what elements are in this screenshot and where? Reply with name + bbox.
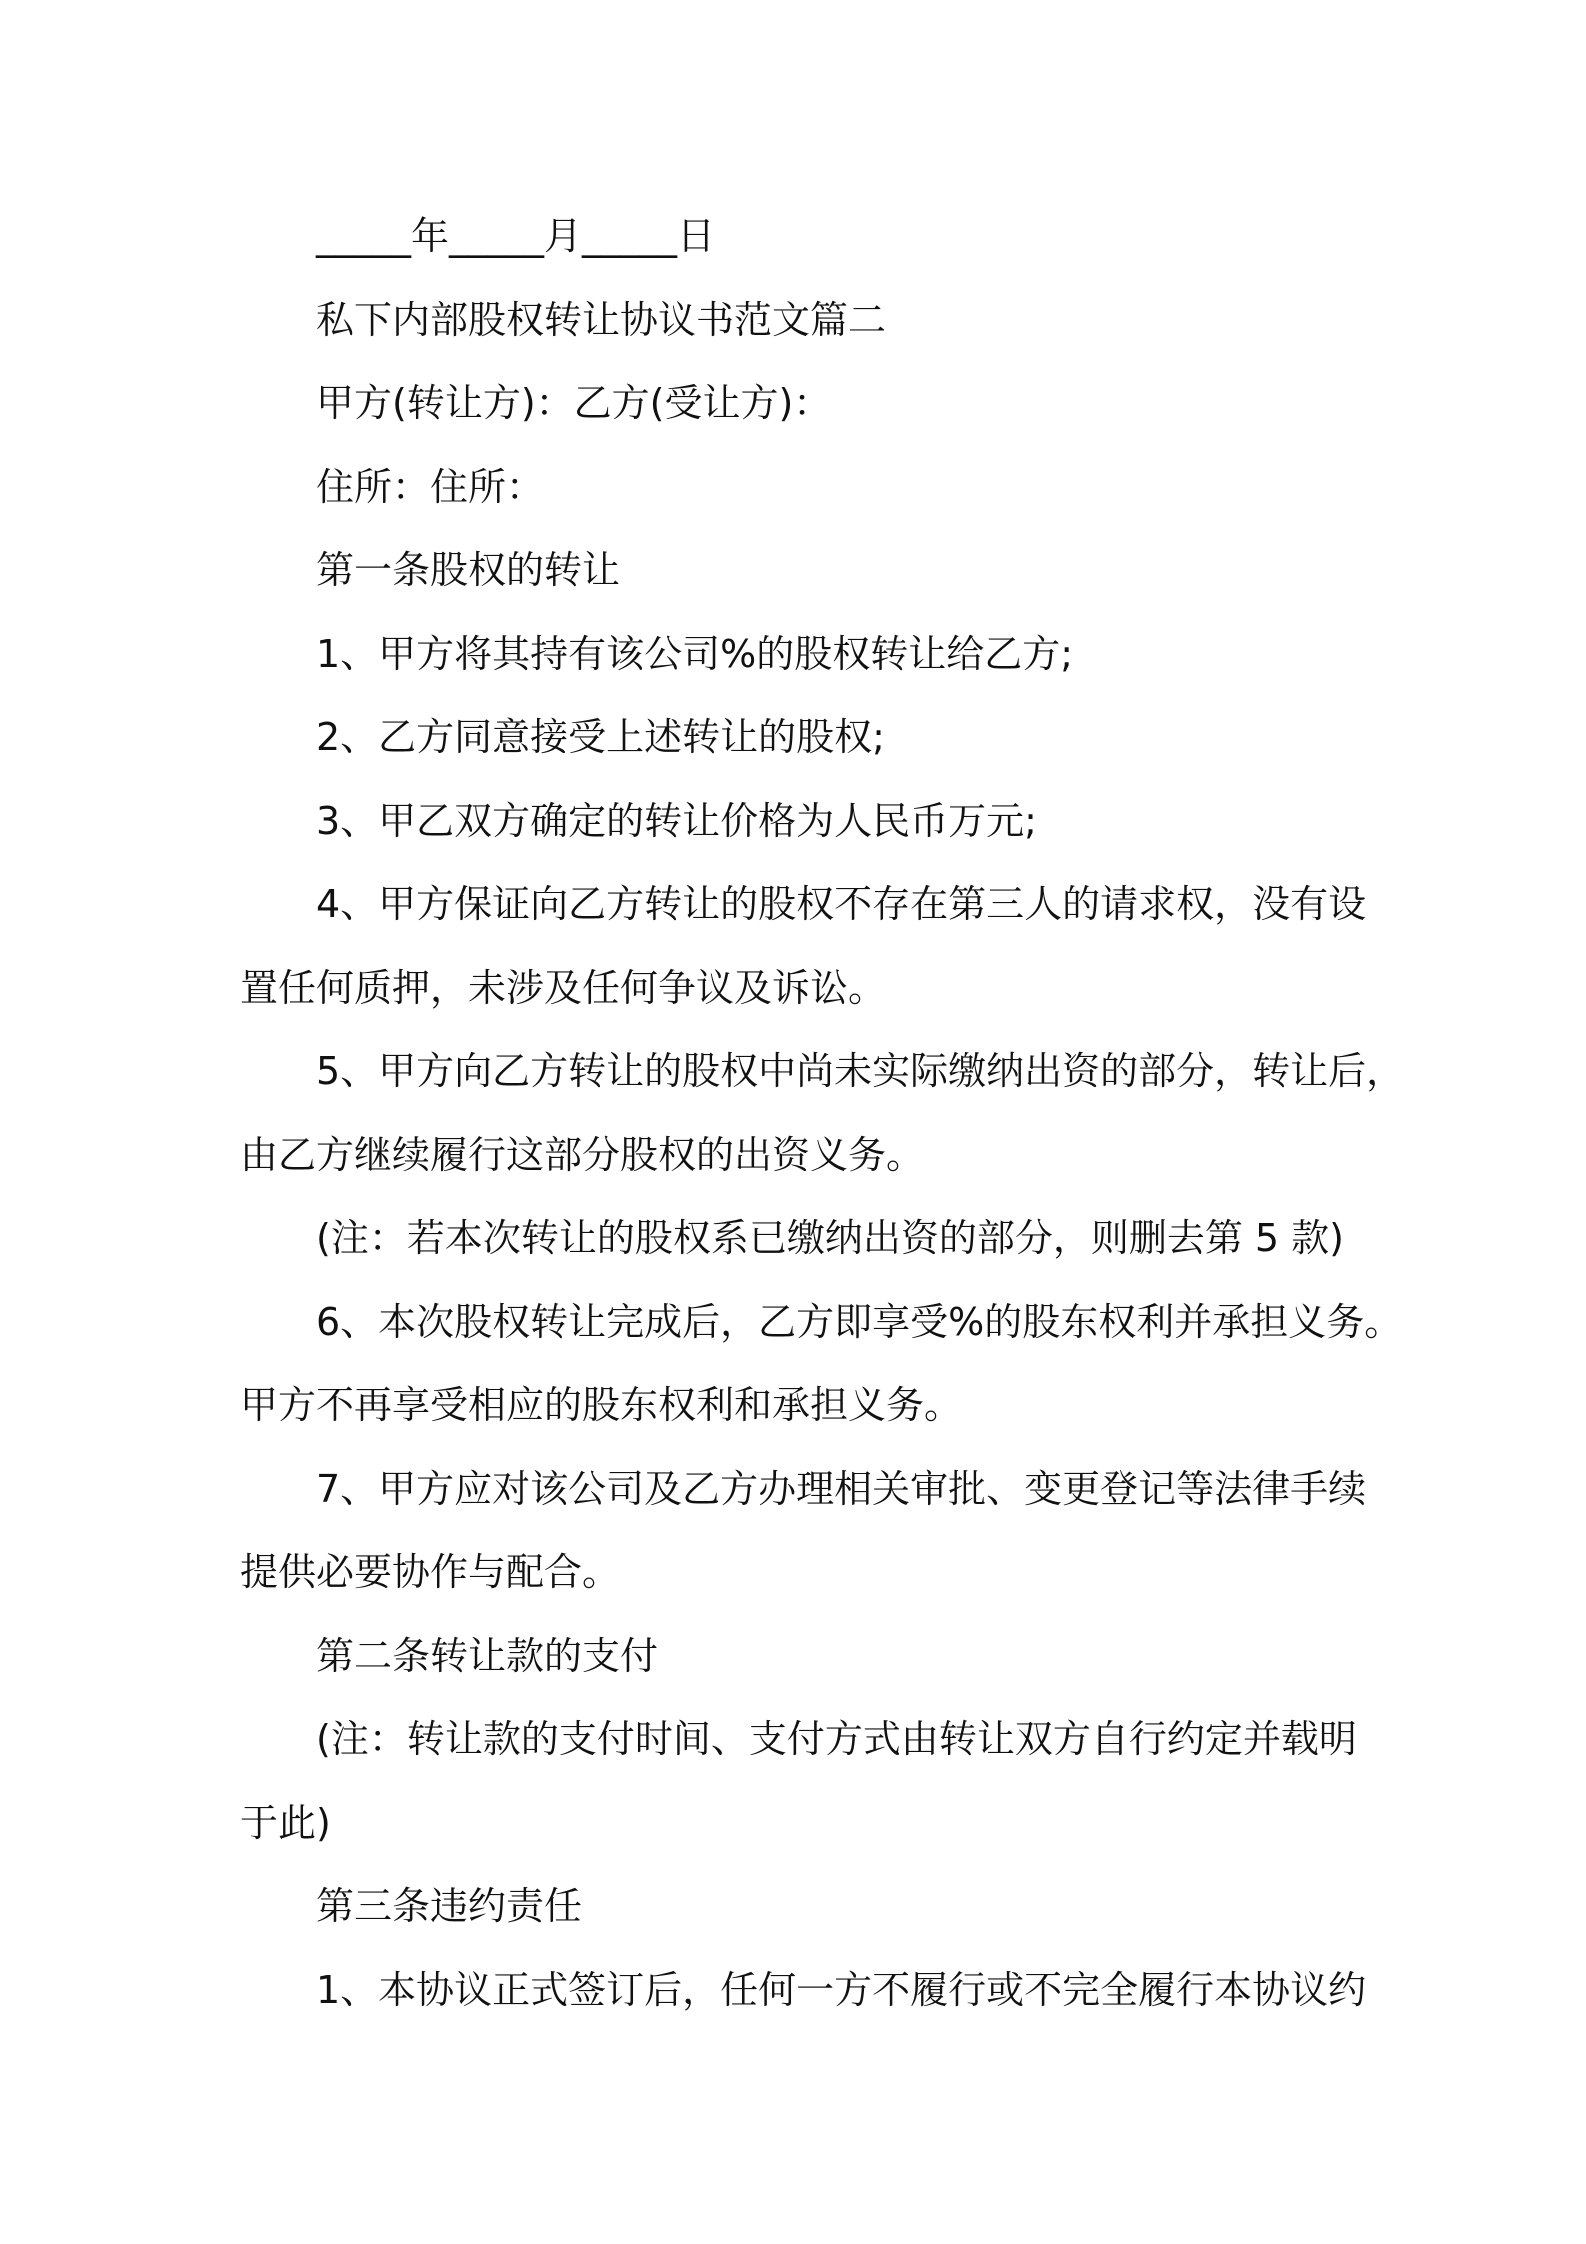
date-line: _____年_____月_____日 [316,214,716,258]
clause-1-1: 1、甲方将其持有该公司%的股权转让给乙方; [316,631,1074,676]
note-payment-continued: 于此) [240,1800,331,1845]
clause-1-5: 5、甲方向乙方转让的股权中尚未实际缴纳出资的部分，转让后， [316,1049,1405,1093]
note-payment: (注：转让款的支付时间、支付方式由转让双方自行约定并载明 [316,1717,1357,1761]
clause-1-7-continued: 提供必要协作与配合。 [240,1550,621,1594]
clause-1-4: 4、甲方保证向乙方转让的股权不存在第三人的请求权，没有设 [316,882,1367,926]
article-2-heading: 第二条转让款的支付 [316,1633,659,1678]
parties-line: 甲方(转让方)：乙方(受让方)： [316,381,832,425]
document-body [240,195,1405,2032]
clause-1-5-continued: 由乙方继续履行这部分股权的出资义务。 [240,1132,925,1177]
article-3-heading: 第三条违约责任 [316,1884,583,1928]
section-title: 私下内部股权转让协议书范文篇二 [316,297,887,342]
clause-1-3: 3、甲乙双方确定的转让价格为人民币万元; [316,798,1037,843]
clause-1-2: 2、乙方同意接受上述转让的股权; [316,715,885,759]
address-line: 住所：住所： [316,464,545,509]
clause-1-6-continued: 甲方不再享受相应的股东权利和承担义务。 [240,1383,963,1427]
clause-1-7: 7、甲方应对该公司及乙方办理相关审批、变更登记等法律手续 [316,1466,1367,1511]
clause-1-6: 6、本次股权转让完成后，乙方即享受%的股东权利并承担义务。 [316,1299,1403,1344]
clause-1-4-continued: 置任何质押，未涉及任何争议及诉讼。 [240,965,887,1010]
article-1-heading: 第一条股权的转让 [316,548,621,592]
clause-3-1: 1、本协议正式签订后，任何一方不履行或不完全履行本协议约 [316,1967,1367,2012]
note-clause-5: (注：若本次转让的股权系已缴纳出资的部分，则删去第 5 款) [316,1216,1344,1260]
